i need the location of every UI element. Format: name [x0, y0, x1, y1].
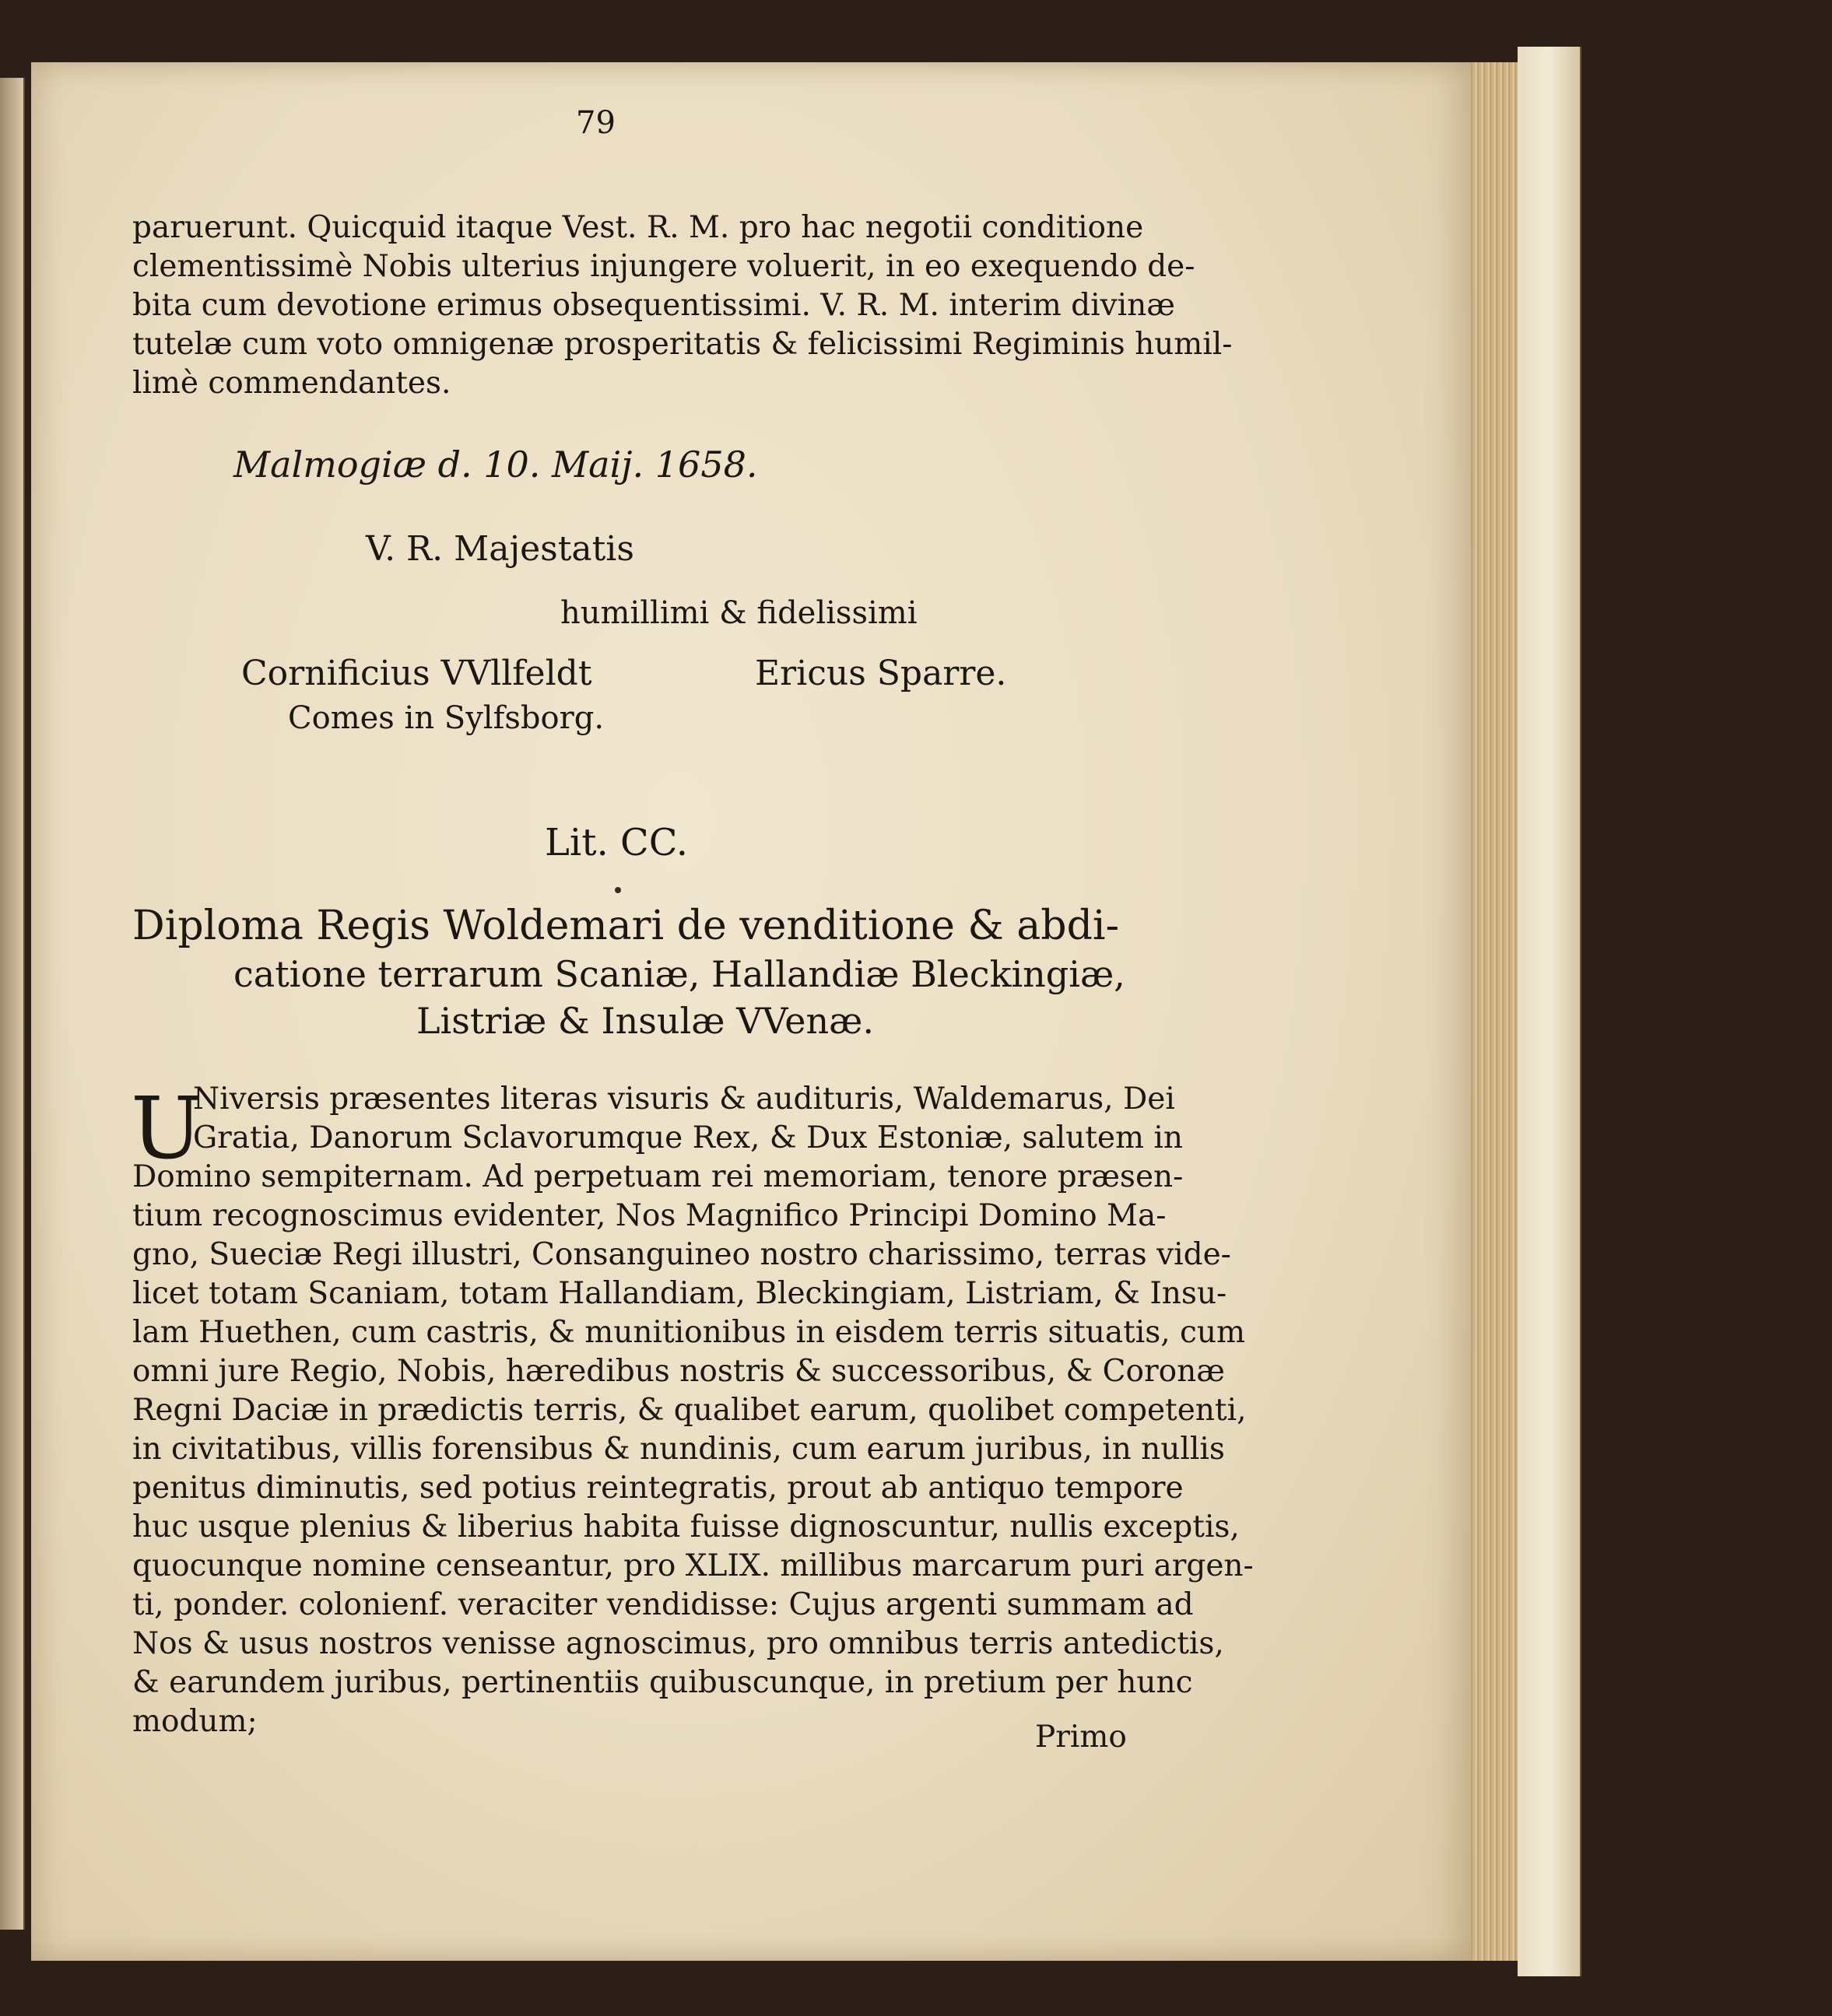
- body-line-15: Nos & usus nostros venisse agnoscimus, pro omnibus terris antedictis,: [132, 1626, 1224, 1661]
- body-line-8: omni jure Regio, Nobis, hæredibus nostris & successoribus, & Coronæ: [132, 1354, 1225, 1389]
- page-number: 79: [576, 105, 616, 141]
- salutation: V. R. Majestatis: [366, 529, 634, 569]
- letter-line-3: bita cum devotione erimus obsequentissimi. V. R. M. interim divinæ: [132, 288, 1175, 323]
- letter-line-5: limè commendantes.: [132, 366, 451, 401]
- signer-left-name: Cornificius VVllfeldt: [241, 654, 592, 693]
- body-line-7: lam Huethen, cum castris, & munitionibus in eisdem terris situatis, cum: [132, 1315, 1245, 1350]
- body-line-9: Regni Daciæ in prædictis terris, & qualibet earum, quolibet competenti,: [132, 1393, 1247, 1428]
- body-line-6: licet totam Scaniam, totam Hallandiam, Bleckingiam, Listriam, & Insu-: [132, 1276, 1227, 1311]
- letter-line-4: tutelæ cum voto omnigenæ prosperitatis & felicissimi Regiminis humil-: [132, 327, 1233, 362]
- body-line-11: penitus diminutis, sed potius reintegratis, prout ab antiquo tempore: [132, 1471, 1184, 1506]
- place-date: Malmogiæ d. 10. Maij. 1658.: [233, 444, 758, 486]
- document-title-line-2: catione terrarum Scaniæ, Hallandiæ Bleckingiæ,: [233, 953, 1125, 995]
- document-title-line-3: Listriæ & Insulæ VVenæ.: [416, 1000, 875, 1042]
- closing: humillimi & fidelissimi: [560, 595, 918, 631]
- divider-dot: [615, 887, 621, 893]
- body-line-14: ti, ponder. colonienf. veraciter vendidisse: Cujus argenti summam ad: [132, 1587, 1194, 1622]
- body-line-5: gno, Sueciæ Regi illustri, Consanguineo nostro charissimo, terras vide-: [132, 1237, 1231, 1272]
- body-line-4: tium recognoscimus evidenter, Nos Magnifico Principi Domino Ma-: [132, 1198, 1167, 1233]
- body-line-17: modum;: [132, 1704, 258, 1739]
- body-line-2: Gratia, Danorum Sclavorumque Rex, & Dux Estoniæ, salutem in: [193, 1120, 1183, 1155]
- cover-board: [1518, 47, 1581, 1976]
- body-line-12: huc usque plenius & liberius habita fuisse dignoscuntur, nullis exceptis,: [132, 1509, 1240, 1544]
- body-line-3: Domino sempiternam. Ad perpetuam rei memoriam, tenore præsen-: [132, 1159, 1184, 1194]
- body-line-10: in civitatibus, villis forensibus & nundinis, cum earum juribus, in nullis: [132, 1432, 1225, 1467]
- letter-line-2: clementissimè Nobis ulterius injungere voluerit, in eo exequendo de-: [132, 249, 1195, 284]
- body-line-1: Niversis præsentes literas visuris & audituris, Waldemarus, Dei: [193, 1082, 1175, 1117]
- dropcap-initial: U: [131, 1078, 203, 1178]
- catchword: Primo: [1035, 1720, 1127, 1755]
- letter-line-1: paruerunt. Quicquid itaque Vest. R. M. pro hac negotii conditione: [132, 210, 1144, 245]
- signer-left-title: Comes in Sylfsborg.: [288, 700, 605, 736]
- section-heading: Lit. CC.: [545, 821, 689, 864]
- body-line-16: & earundem juribus, pertinentiis quibuscunque, in pretium per hunc: [132, 1665, 1193, 1700]
- left-page-edge: [0, 78, 25, 1930]
- body-line-13: quocunque nomine censeantur, pro XLIX. millibus marcarum puri argen-: [132, 1548, 1254, 1583]
- signer-right-name: Ericus Sparre.: [755, 654, 1007, 693]
- document-title-line-1: Diploma Regis Woldemari de venditione & abdi-: [132, 903, 1120, 949]
